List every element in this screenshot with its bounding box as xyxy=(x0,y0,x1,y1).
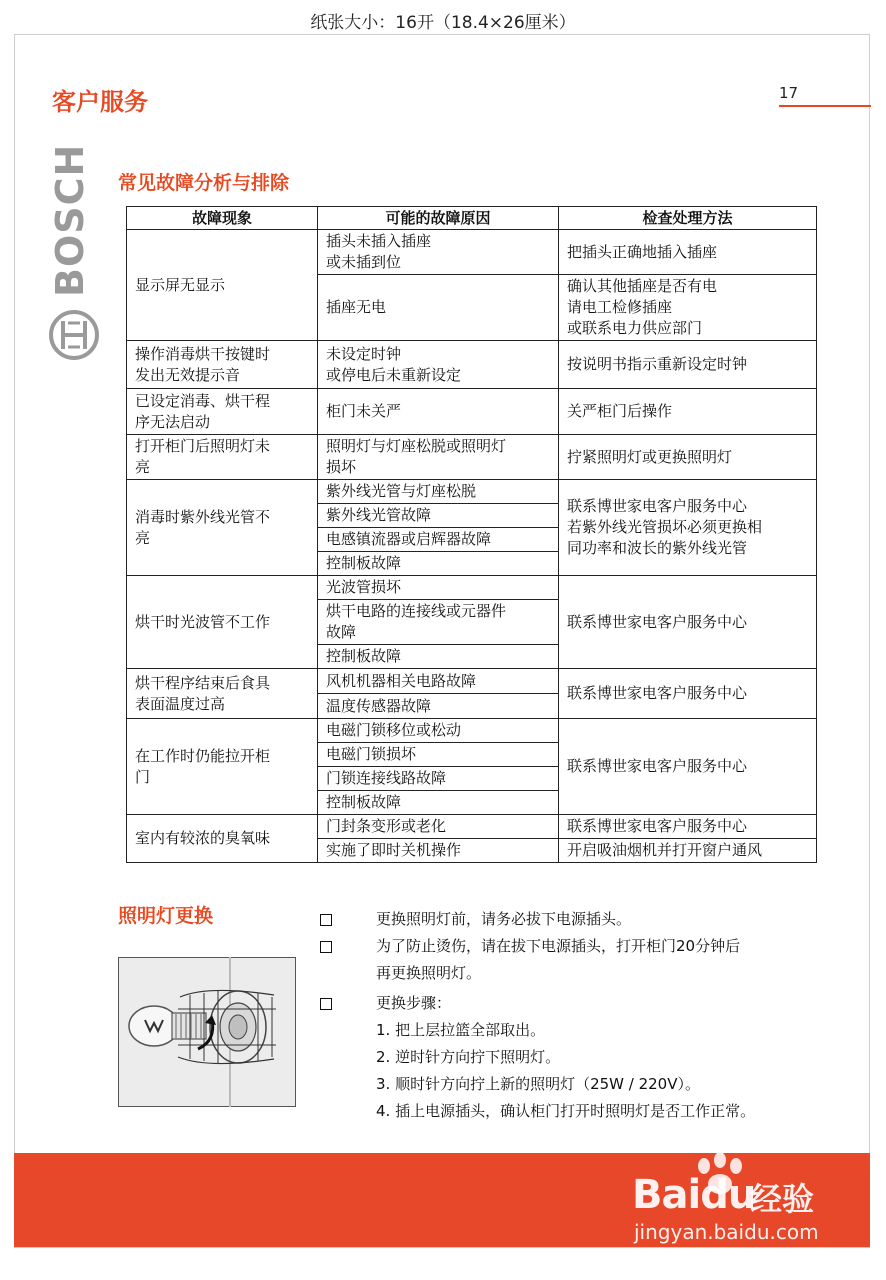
step-item: 3. 顺时针方向拧上新的照明灯（25W / 220V）。 xyxy=(376,1075,700,1093)
fix-cell: 联系博世家电客户服务中心 若紫外线光管损坏必须更换相 同功率和波长的紫外线光管 xyxy=(559,480,817,576)
cause-cell: 电磁门锁损坏 xyxy=(318,743,559,767)
symptom-cell: 显示屏无显示 xyxy=(127,230,318,341)
lamp-instructions xyxy=(318,906,858,1125)
symptom-cell: 打开柜门后照明灯未 亮 xyxy=(127,435,318,480)
table-row xyxy=(127,815,817,839)
table-row xyxy=(127,480,817,504)
symptom-cell: 在工作时仍能拉开柜 门 xyxy=(127,719,318,815)
checkbox-bullet-icon xyxy=(320,941,332,953)
fix-cell: 联系博世家电客户服务中心 xyxy=(559,719,817,815)
fix-cell: 按说明书指示重新设定时钟 xyxy=(559,341,817,389)
checkbox-bullet-icon xyxy=(320,914,332,926)
cause-cell: 光波管损坏 xyxy=(318,576,559,600)
fix-cell: 联系博世家电客户服务中心 xyxy=(559,576,817,669)
header-cause: 可能的故障原因 xyxy=(318,207,559,230)
cause-cell: 柜门未关严 xyxy=(318,389,559,435)
paper-size-note: 纸张大小：16开（18.4×26厘米） xyxy=(310,13,576,33)
page-number-rule xyxy=(779,105,871,107)
cause-cell: 门封条变形或老化 xyxy=(318,815,559,839)
cause-cell: 电感镇流器或启辉器故障 xyxy=(318,528,559,552)
list-item xyxy=(318,990,858,1017)
brand-name: BOSCH xyxy=(48,143,92,297)
watermark-brand: Baidu xyxy=(632,1172,756,1218)
fix-cell: 把插头正确地插入插座 xyxy=(559,230,817,275)
watermark-cn: 经验 xyxy=(750,1180,815,1218)
cause-cell: 控制板故障 xyxy=(318,791,559,815)
cause-cell: 电磁门锁移位或松动 xyxy=(318,719,559,743)
watermark-url: jingyan.baidu.com xyxy=(634,1220,819,1244)
symptom-cell: 烘干程序结束后食具 表面温度过高 xyxy=(127,669,318,719)
cause-cell: 照明灯与灯座松脱或照明灯 损坏 xyxy=(318,435,559,480)
cause-cell: 风机机器相关电路故障 xyxy=(318,669,559,694)
section-title: 客户服务 xyxy=(52,88,148,116)
symptom-cell: 操作消毒烘干按键时 发出无效提示音 xyxy=(127,341,318,389)
table-header-row xyxy=(127,207,817,230)
fix-cell: 关严柜门后操作 xyxy=(559,389,817,435)
bullet-text: 更换步骤： xyxy=(376,994,452,1012)
page-number: 17 xyxy=(779,84,799,102)
cause-cell: 烘干电路的连接线或元器件 故障 xyxy=(318,600,559,645)
table-row xyxy=(127,669,817,694)
table-row xyxy=(127,341,817,389)
cause-cell: 门锁连接线路故障 xyxy=(318,767,559,791)
fix-cell: 确认其他插座是否有电 请电工检修插座 或联系电力供应部门 xyxy=(559,275,817,341)
symptom-cell: 室内有较浓的臭氧味 xyxy=(127,815,318,863)
symptom-cell: 已设定消毒、烘干程 序无法启动 xyxy=(127,389,318,435)
table-row xyxy=(127,230,817,275)
table-row xyxy=(127,389,817,435)
bullet-text-continuation: 再更换照明灯。 xyxy=(376,964,482,982)
cause-cell: 控制板故障 xyxy=(318,645,559,669)
header-fix: 检查处理方法 xyxy=(559,207,817,230)
cause-cell: 温度传感器故障 xyxy=(318,694,559,719)
lamp-replacement-illustration xyxy=(118,957,296,1107)
fault-table xyxy=(126,206,817,863)
header-symptom: 故障现象 xyxy=(127,207,318,230)
fix-cell: 联系博世家电客户服务中心 xyxy=(559,669,817,719)
table-row xyxy=(127,435,817,480)
symptom-cell: 烘干时光波管不工作 xyxy=(127,576,318,669)
symptom-cell: 消毒时紫外线光管不 亮 xyxy=(127,480,318,576)
fix-cell: 拧紧照明灯或更换照明灯 xyxy=(559,435,817,480)
checkbox-bullet-icon xyxy=(320,998,332,1010)
cause-cell: 紫外线光管故障 xyxy=(318,504,559,528)
table-row xyxy=(127,576,817,600)
bosch-armature-logo-icon xyxy=(48,309,100,361)
lamp-replacement-title: 照明灯更换 xyxy=(118,905,214,927)
bullet-text: 为了防止烫伤，请在拔下电源插头，打开柜门20分钟后 xyxy=(376,937,741,955)
cause-cell: 紫外线光管与灯座松脱 xyxy=(318,480,559,504)
brand-wordmark xyxy=(48,145,92,300)
fix-cell: 联系博世家电客户服务中心 xyxy=(559,815,817,839)
list-item xyxy=(318,933,858,960)
cause-cell: 插头未插入插座 或未插到位 xyxy=(318,230,559,275)
step-item: 1. 把上层拉篮全部取出。 xyxy=(376,1021,546,1039)
step-item: 2. 逆时针方向拧下照明灯。 xyxy=(376,1048,561,1066)
table-row xyxy=(127,719,817,743)
bullet-text: 更换照明灯前，请务必拔下电源插头。 xyxy=(376,910,632,928)
cause-cell: 控制板故障 xyxy=(318,552,559,576)
cause-cell: 插座无电 xyxy=(318,275,559,341)
list-item xyxy=(318,906,858,933)
baidu-jingyan-watermark xyxy=(632,1160,852,1250)
cause-cell: 未设定时钟 或停电后未重新设定 xyxy=(318,341,559,389)
fix-cell: 开启吸油烟机并打开窗户通风 xyxy=(559,839,817,863)
troubleshooting-title: 常见故障分析与排除 xyxy=(118,172,290,194)
step-item: 4. 插上电源插头，确认柜门打开时照明灯是否工作正常。 xyxy=(376,1102,756,1120)
cause-cell: 实施了即时关机操作 xyxy=(318,839,559,863)
